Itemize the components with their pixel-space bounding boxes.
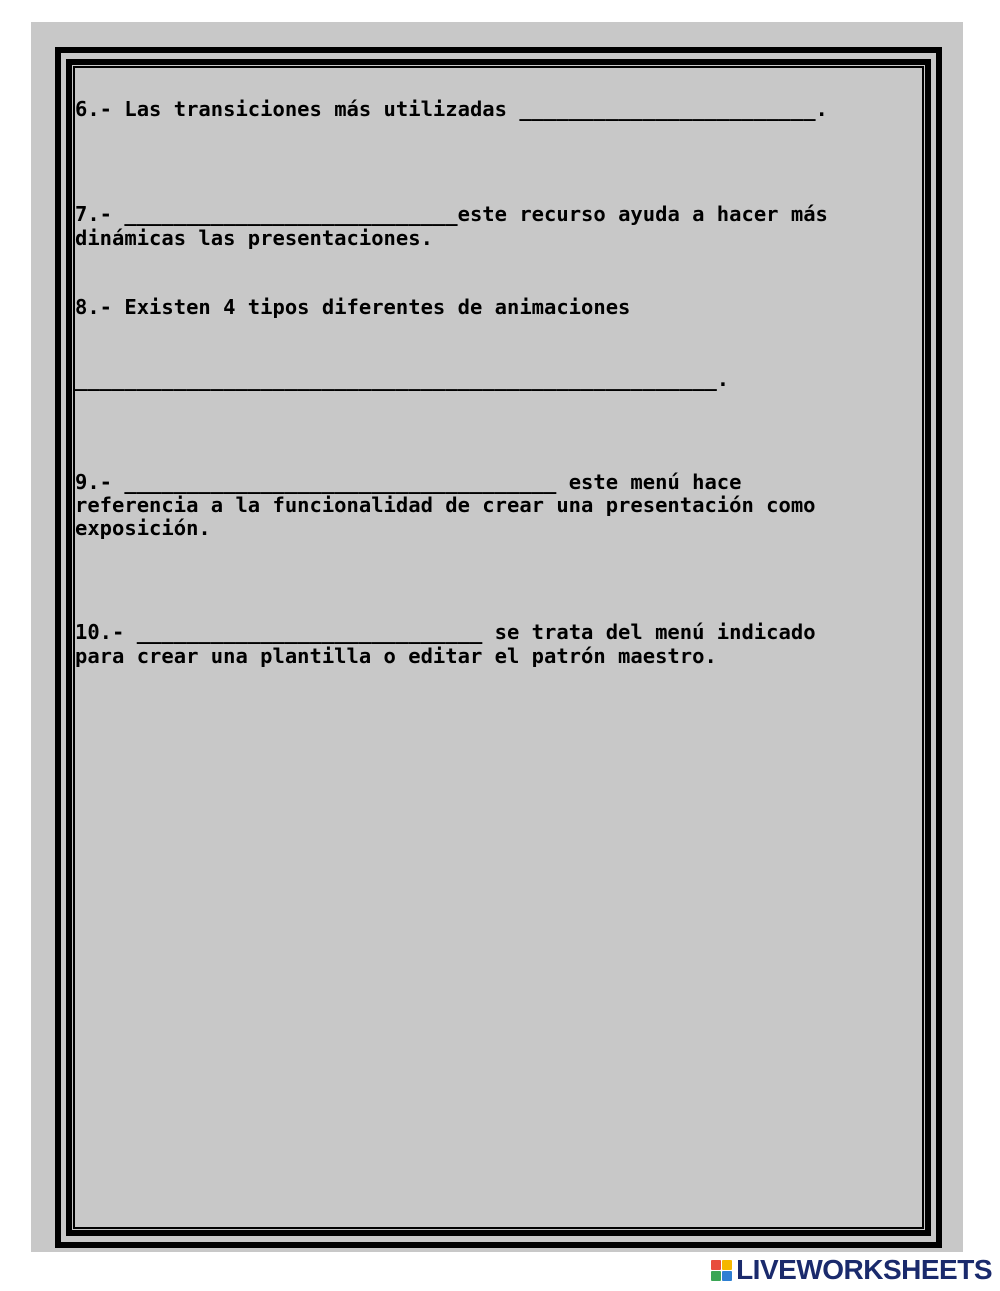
answer-blank[interactable]: ________________________ — [519, 97, 816, 121]
question-6 — [75, 98, 828, 121]
question-number: 9.- — [75, 470, 113, 494]
question-9-line2: referencia a la funcionalidad de crear una presentación como — [75, 493, 816, 517]
question-text — [124, 620, 136, 644]
answer-blank[interactable]: ____________________________________________________ — [75, 367, 717, 391]
liveworksheets-logo — [711, 1255, 992, 1285]
question-8-answer-line — [75, 368, 729, 391]
question-text: Las transiciones más utilizadas — [112, 97, 520, 121]
question-7 — [75, 203, 828, 226]
question-10-line2: para crear una plantilla o editar el patrón maestro. — [75, 644, 717, 668]
logo-text: LIVEWORKSHEETS — [736, 1254, 992, 1285]
question-9-line3: exposición. — [75, 516, 211, 540]
logo-square — [722, 1271, 732, 1281]
question-text-end: . — [815, 97, 828, 121]
logo-square — [722, 1260, 732, 1270]
logo-square — [711, 1260, 721, 1270]
question-text-end: este recurso ayuda a hacer más — [457, 202, 828, 226]
logo-icon — [711, 1260, 732, 1281]
answer-blank[interactable]: ___________________________________ — [124, 470, 557, 494]
question-text: Existen 4 tipos diferentes de animaciones — [112, 295, 631, 319]
answer-blank[interactable]: ____________________________ — [136, 620, 483, 644]
question-text-end: se trata del menú indicado — [482, 620, 816, 644]
question-10 — [75, 621, 816, 644]
question-8 — [75, 296, 630, 319]
question-text — [112, 470, 124, 494]
question-number: 7.- — [75, 202, 113, 226]
question-text — [112, 202, 124, 226]
question-text-end: este menú hace — [556, 470, 742, 494]
question-7-line2: dinámicas las presentaciones. — [75, 226, 433, 250]
question-text-end: . — [716, 367, 730, 391]
logo-square — [711, 1271, 721, 1281]
answer-blank[interactable]: ___________________________ — [124, 202, 458, 226]
question-9 — [75, 471, 742, 494]
question-number: 6.- — [75, 97, 113, 121]
question-number: 8.- — [75, 295, 113, 319]
question-number: 10.- — [75, 620, 125, 644]
